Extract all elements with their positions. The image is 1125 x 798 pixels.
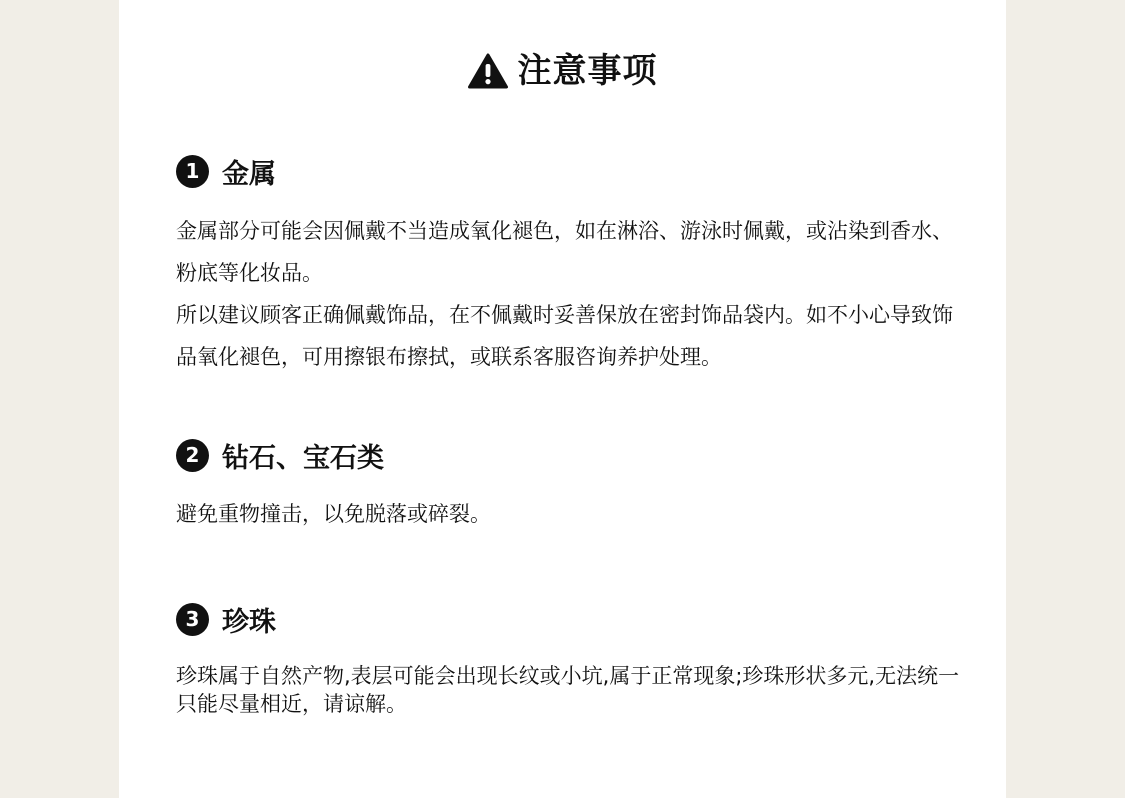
- notice-page: [119, 0, 1006, 798]
- section-title: 钻石、宝石类: [222, 442, 384, 474]
- paragraph: 所以建议顾客正确佩戴饰品，在不佩戴时妥善保放在密封饰品袋内。如不小心导致饰品氧化褪色，可用擦银布擦拭，或联系客服咨询养护处理。: [176, 303, 953, 369]
- section-heading: [176, 151, 966, 191]
- paragraph: 避免重物撞击，以免脱落或碎裂。: [176, 502, 491, 526]
- section-heading: [176, 599, 966, 639]
- section-body: [176, 662, 966, 718]
- section-body: [176, 210, 966, 378]
- number-badge: 2: [176, 439, 209, 472]
- section-metal: [176, 151, 966, 378]
- number-badge: 3: [176, 603, 209, 636]
- section-gemstones: [176, 435, 966, 532]
- section-pearl: [176, 599, 966, 718]
- section-title: 金属: [222, 158, 276, 190]
- title-text: 注意事项: [517, 51, 658, 91]
- section-heading: [176, 435, 966, 475]
- paragraph: 金属部分可能会因佩戴不当造成氧化褪色，如在淋浴、游泳时佩戴，或沾染到香水、粉底等化妆品。: [176, 219, 953, 285]
- paragraph: 珍珠属于自然产物,表层可能会出现长纹或小坑,属于正常现象;珍珠形状多元,无法统一只能尽量相近，请谅解。: [176, 664, 960, 716]
- number-badge: 1: [176, 155, 209, 188]
- page-title: [119, 48, 1006, 94]
- section-body: [176, 496, 966, 532]
- warning-icon: [468, 53, 508, 89]
- section-title: 珍珠: [222, 606, 276, 638]
